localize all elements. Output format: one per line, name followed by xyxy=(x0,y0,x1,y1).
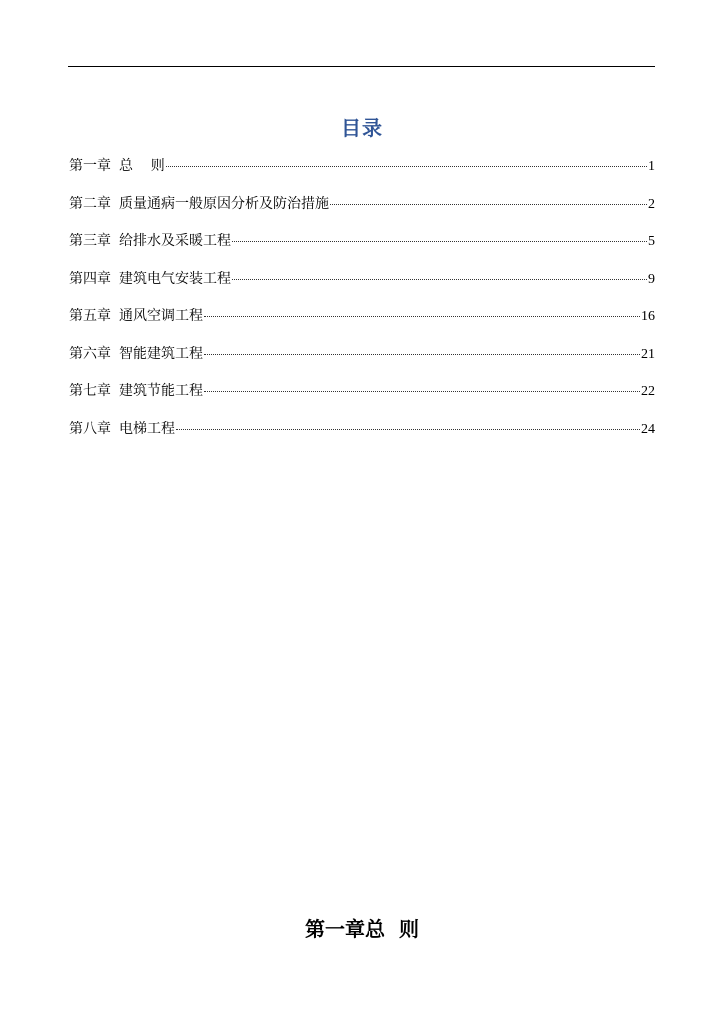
toc-page-number: 9 xyxy=(648,271,655,287)
toc-page-number: 1 xyxy=(648,159,655,174)
toc-leader-dots xyxy=(232,241,647,242)
toc-chapter-title: 总 则 xyxy=(119,158,165,174)
toc-chapter-title: 建筑节能工程 xyxy=(119,383,203,399)
toc-chapter-title: 质量通病一般原因分析及防治措施 xyxy=(119,195,329,212)
toc-entry-4[interactable] xyxy=(69,269,655,307)
table-of-contents xyxy=(69,156,655,456)
toc-title: 目录 xyxy=(341,116,383,140)
toc-page-number: 21 xyxy=(641,346,655,362)
toc-entry-2[interactable] xyxy=(69,194,655,232)
toc-chapter-title: 通风空调工程 xyxy=(119,308,203,324)
toc-page-number: 16 xyxy=(641,309,655,324)
toc-chapter-number: 第五章 xyxy=(69,308,111,324)
toc-leader-dots xyxy=(176,429,640,430)
toc-page-number: 5 xyxy=(648,234,655,249)
toc-leader-dots xyxy=(166,166,647,167)
toc-page-number: 22 xyxy=(641,384,655,399)
toc-chapter-title: 电梯工程 xyxy=(119,420,175,437)
toc-chapter-number: 第七章 xyxy=(69,383,111,399)
toc-page-number: 2 xyxy=(648,196,655,212)
toc-chapter-number: 第二章 xyxy=(69,195,111,212)
toc-leader-dots xyxy=(204,354,640,355)
toc-chapter-number: 第四章 xyxy=(69,270,111,287)
toc-leader-dots xyxy=(204,316,640,317)
toc-entry-7[interactable] xyxy=(69,381,655,419)
toc-chapter-number: 第三章 xyxy=(69,233,111,249)
toc-chapter-title: 给排水及采暖工程 xyxy=(119,233,231,249)
toc-chapter-title: 建筑电气安装工程 xyxy=(119,270,231,287)
toc-entry-8[interactable] xyxy=(69,419,655,457)
toc-chapter-number: 第六章 xyxy=(69,345,111,362)
toc-entry-6[interactable] xyxy=(69,344,655,382)
toc-entry-5[interactable] xyxy=(69,306,655,344)
toc-chapter-title: 智能建筑工程 xyxy=(119,345,203,362)
header-rule xyxy=(68,66,655,67)
toc-leader-dots xyxy=(232,279,647,280)
toc-chapter-number: 第一章 xyxy=(69,158,111,174)
chapter-heading: 第一章总 则 xyxy=(305,917,419,941)
toc-leader-dots xyxy=(204,391,640,392)
toc-chapter-number: 第八章 xyxy=(69,420,111,437)
toc-entry-3[interactable] xyxy=(69,231,655,269)
toc-page-number: 24 xyxy=(641,421,655,437)
toc-entry-1[interactable] xyxy=(69,156,655,194)
toc-leader-dots xyxy=(330,204,647,205)
